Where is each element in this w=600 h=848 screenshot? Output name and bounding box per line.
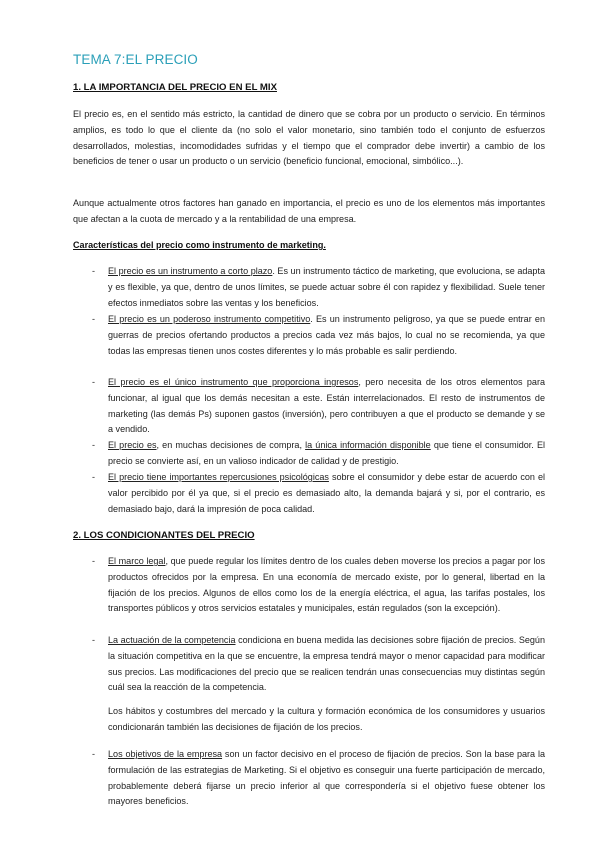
- list-item: [108, 554, 545, 617]
- bullet-marker: -: [92, 472, 96, 482]
- list-item-text: , que puede regular los límites dentro de los cuales deben moverse los precios a pagar por los productos ofrecidos por la empresa. En una economía de mercado existe, por lo general, libertad en la fijación de los precios. Algunos de ellos como los de la energía eléctrica, el agua, las tarifas postales, los transportes públicos y otros servicios estatales y municipales, están regulados (son la excepción).: [108, 556, 545, 614]
- list-item: [108, 264, 545, 311]
- page-title: TEMA 7:EL PRECIO: [73, 52, 198, 67]
- list-item: [108, 633, 545, 696]
- list-item-text: , pero necesita de los otros elementos para funcionar, al igual que los demás necesitan a este. Están interrelacionados. El resto de instrumentos de marketing (las demás Ps) suponen gastos (inversión), pero contribuyen a que el producto se demande y se a vendido.: [108, 377, 546, 435]
- list-item-text: . Es un instrumento peligroso, ya que se puede entrar en guerras de precios ofertando productos a precios cada vez más bajos, lo cual no se recomienda, ya que todas las empresas tienen unos costes diferentes y lo más probable es salir perdiendo.: [108, 314, 545, 356]
- bullet-marker: -: [92, 377, 96, 387]
- list-item-text: que tiene el consumidor. El precio se convierte así, en un valioso indicador de calidad y de prestigio.: [108, 440, 545, 466]
- list-item: [108, 470, 545, 517]
- section-1-subheading: Características del precio como instrumento de marketing.: [73, 240, 326, 250]
- list-item-key-phrase: El precio es un instrumento a corto plazo: [108, 266, 273, 276]
- list-item-key-phrase: El precio tiene importantes repercusiones psicológicas: [108, 472, 329, 482]
- list-item-text: son un factor decisivo en el proceso de fijación de precios. Son la base para la formulación de las estrategias de Marketing. Si el objetivo es conseguir una fuerte participación de mercado, probablemente deberá fijarse un precio inferior al que correspondería si el objetivo fuese obtener los mayores beneficios.: [108, 749, 545, 807]
- list-item: [108, 747, 545, 810]
- list-item-key-phrase: La actuación de la competencia: [108, 635, 236, 645]
- list-item-key-phrase: El marco legal: [108, 556, 166, 566]
- section-2-extra-paragraph: Los hábitos y costumbres del mercado y la cultura y formación económica de los consumidores y usuarios condicionarán también las decisiones de fijación de los precios.: [108, 706, 545, 732]
- bullet-marker: -: [92, 266, 96, 276]
- list-item: [108, 375, 545, 438]
- bullet-marker: -: [92, 556, 96, 566]
- list-item: [108, 438, 545, 470]
- list-item-key-phrase: la única información disponible: [305, 440, 431, 450]
- list-item-text: , en muchas decisiones de compra,: [156, 440, 306, 450]
- bullet-marker: -: [92, 314, 96, 324]
- list-item-key-phrase: Los objetivos de la empresa: [108, 749, 223, 759]
- bullet-marker: -: [92, 635, 96, 645]
- list-item-key-phrase: El precio es un poderoso instrumento competitivo: [108, 314, 311, 324]
- bullet-marker: -: [92, 440, 96, 450]
- list-item-text: condiciona en buena medida las decisiones sobre fijación de precios. Según la situación competitiva en la que se encuentre, la empresa tendrá mayor o menor capacidad para modificar sus precios. Las modificaciones del precio que se realicen tendrán unas consecuencias muy distintas según cuál sea la reacción de la competencia.: [108, 635, 545, 693]
- bullet-marker: -: [92, 749, 96, 759]
- list-item-text: . Es un instrumento táctico de marketing, que evoluciona, se adapta y es flexible, ya que, dentro de unos límites, se puede actuar sobre él con rapidez y flexibilidad. Suele tener efectos inmediatos sobre las ventas y los beneficios.: [108, 266, 545, 308]
- section-1-heading: 1. LA IMPORTANCIA DEL PRECIO EN EL MIX: [73, 82, 277, 93]
- section-1-paragraph-1: El precio es, en el sentido más estricto, la cantidad de dinero que se cobra por un producto o servicio. En términos amplios, es todo lo que el cliente da (no solo el valor monetario, sino también todo el conjunto de esfuerzos desarrollados, molestias, incomodidades sufridas y el tiempo que el comprador debe invertir) a cambio de los beneficios de tener o usar un producto o un servicio (beneficio funcional, emocional, simbólico...).: [73, 109, 545, 167]
- list-item-key-phrase: El precio es el único instrumento que proporciona ingresos: [108, 377, 359, 387]
- list-item-key-phrase: El precio es: [108, 440, 157, 450]
- section-2-heading: 2. LOS CONDICIONANTES DEL PRECIO: [73, 530, 255, 541]
- section-1-paragraph-2: Aunque actualmente otros factores han ganado en importancia, el precio es uno de los elementos más importantes que afectan a la cuota de mercado y a la rentabilidad de una empresa.: [73, 198, 545, 224]
- list-item-text: sobre el consumidor y debe estar de acuerdo con el valor percibido por él ya que, si el precio es demasiado alto, la demanda bajará y si, por el contrario, es demasiado bajo, dará la impresión de poca calidad.: [108, 472, 545, 514]
- list-item: [108, 312, 545, 359]
